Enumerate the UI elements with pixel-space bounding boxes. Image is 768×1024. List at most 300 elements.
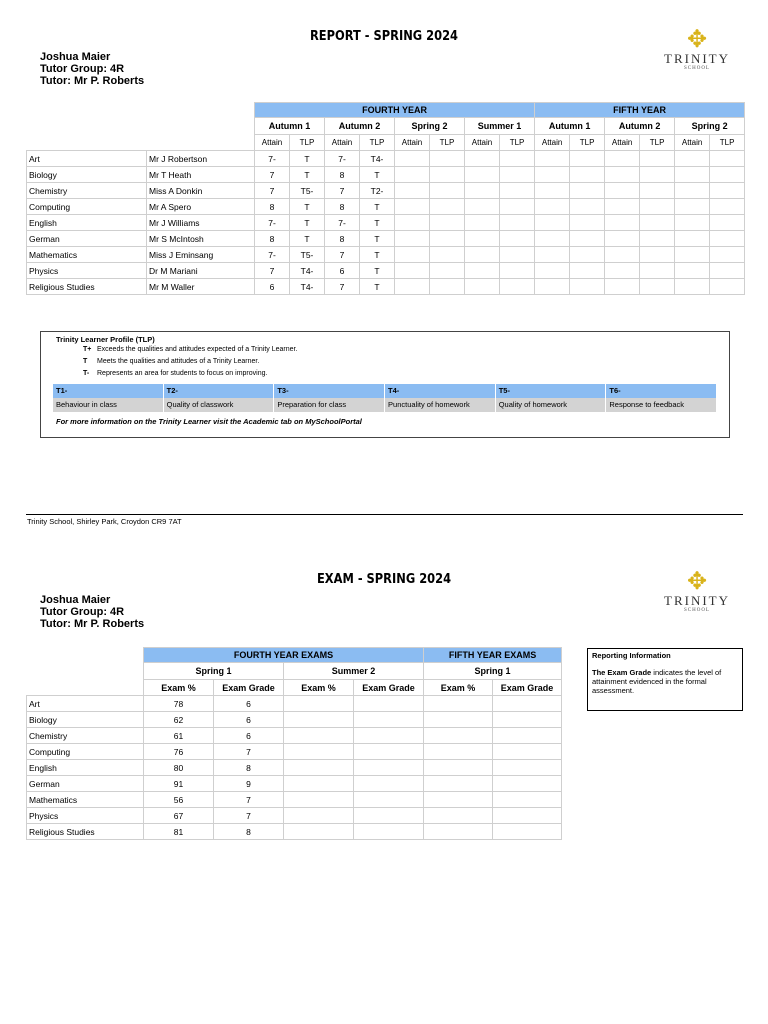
empty-cell (465, 247, 500, 263)
logo-name: TRINITY (664, 593, 730, 608)
empty-cell (395, 231, 430, 247)
logo-sub: SCHOOL (683, 66, 710, 71)
exam-pct-cell: 91 (144, 776, 214, 792)
tlp-header: TLP (290, 135, 325, 151)
tlp-code-desc: Punctuality of homework (385, 398, 496, 412)
attain-cell: 7- (255, 247, 290, 263)
empty-cell (710, 151, 745, 167)
empty-cell (430, 183, 465, 199)
exam-term-header: Spring 1 (424, 663, 562, 680)
empty-cell (430, 231, 465, 247)
empty-cell (640, 247, 675, 263)
tlp-cell: T (290, 231, 325, 247)
tlp-cell: T (360, 279, 395, 295)
report-row (27, 215, 745, 231)
attain-cell: 7 (255, 263, 290, 279)
empty-cell (675, 167, 710, 183)
tutor-group: Tutor Group: 4R (40, 606, 125, 618)
empty-cell (535, 247, 570, 263)
attain-cell: 8 (325, 231, 360, 247)
term-header: Autumn 1 (535, 118, 605, 135)
report-row (27, 231, 745, 247)
student-name: Joshua Maier (40, 594, 111, 606)
report-table (26, 102, 745, 295)
teacher-name: Mr J Williams (147, 215, 255, 231)
term-header: Autumn 1 (255, 118, 325, 135)
empty-cell (535, 199, 570, 215)
exam-pct-cell: 78 (144, 696, 214, 712)
subject-name: Computing (27, 744, 144, 760)
report-row (27, 151, 745, 167)
attain-header: Attain (605, 135, 640, 151)
exam-grade-cell: 7 (214, 808, 284, 824)
attain-cell: 7- (255, 151, 290, 167)
teacher-name: Miss J Eminsang (147, 247, 255, 263)
attain-header: Attain (325, 135, 360, 151)
tlp-cell: T (290, 199, 325, 215)
subject-name: English (27, 215, 147, 231)
tlp-level-desc: Exceeds the qualities and attitudes expected of a Trinity Learner. (97, 346, 298, 353)
empty-cell (430, 215, 465, 231)
attain-cell: 8 (325, 199, 360, 215)
term-header: Summer 1 (465, 118, 535, 135)
empty-cell (605, 151, 640, 167)
exam-pct-header: Exam % (424, 680, 493, 696)
tlp-level-code: T+ (83, 346, 92, 353)
empty-cell (424, 792, 493, 808)
empty-cell (430, 151, 465, 167)
empty-cell (354, 712, 424, 728)
empty-cell (500, 183, 535, 199)
tlp-code-desc: Quality of classwork (164, 398, 275, 412)
empty-cell (493, 792, 562, 808)
exam-pct-cell: 56 (144, 792, 214, 808)
empty-cell (430, 199, 465, 215)
subject-name: Computing (27, 199, 147, 215)
empty-cell (424, 824, 493, 840)
attain-cell: 7- (255, 215, 290, 231)
empty-cell (605, 263, 640, 279)
empty-cell (284, 760, 354, 776)
empty-cell (570, 279, 605, 295)
empty-cell (640, 231, 675, 247)
exam-grade-cell: 8 (214, 824, 284, 840)
empty-cell (465, 167, 500, 183)
exam-row (27, 744, 562, 760)
attain-cell: 7- (325, 215, 360, 231)
empty-cell (500, 167, 535, 183)
empty-cell (424, 728, 493, 744)
empty-cell (493, 808, 562, 824)
reporting-info-lead: The Exam Grade (592, 668, 652, 677)
tlp-cell: T5- (290, 183, 325, 199)
empty-cell (395, 215, 430, 231)
empty-cell (424, 696, 493, 712)
empty-cell (675, 247, 710, 263)
empty-cell (493, 776, 562, 792)
tlp-cell: T4- (290, 263, 325, 279)
tlp-level (83, 358, 259, 365)
exam-row (27, 792, 562, 808)
attain-header: Attain (535, 135, 570, 151)
attain-cell: 6 (255, 279, 290, 295)
empty-cell (605, 183, 640, 199)
attain-cell: 8 (255, 199, 290, 215)
empty-cell (465, 263, 500, 279)
teacher-name: Miss A Donkin (147, 183, 255, 199)
empty-cell (424, 776, 493, 792)
tlp-code: T3- (274, 384, 385, 398)
tlp-code-desc: Quality of homework (496, 398, 607, 412)
empty-cell (284, 824, 354, 840)
empty-cell (710, 183, 745, 199)
empty-cell (395, 247, 430, 263)
empty-cell (675, 199, 710, 215)
tlp-code: T1- (53, 384, 164, 398)
tlp-level-code: T- (83, 370, 90, 377)
empty-cell (354, 792, 424, 808)
empty-cell (570, 151, 605, 167)
empty-cell (354, 808, 424, 824)
exam-grade-header: Exam Grade (214, 680, 284, 696)
empty-cell (493, 696, 562, 712)
tlp-code: T5- (496, 384, 607, 398)
empty-cell (640, 183, 675, 199)
empty-cell (465, 199, 500, 215)
exam-pct-header: Exam % (144, 680, 214, 696)
empty-cell (424, 712, 493, 728)
exam-pct-cell: 80 (144, 760, 214, 776)
empty-cell (605, 279, 640, 295)
empty-cell (570, 183, 605, 199)
tlp-cell: T4- (290, 279, 325, 295)
exam-grade-cell: 9 (214, 776, 284, 792)
subject-name: Art (27, 696, 144, 712)
exam-term-header: Summer 2 (284, 663, 424, 680)
empty-cell (710, 279, 745, 295)
attain-cell: 7 (325, 183, 360, 199)
term-header: Spring 2 (395, 118, 465, 135)
exam-pct-cell: 61 (144, 728, 214, 744)
empty-cell (500, 247, 535, 263)
exam-row (27, 760, 562, 776)
report-title: REPORT - SPRING 2024 (309, 29, 459, 44)
empty-cell (675, 231, 710, 247)
empty-cell (535, 215, 570, 231)
empty-cell (640, 263, 675, 279)
empty-cell (395, 167, 430, 183)
empty-cell (354, 776, 424, 792)
empty-cell (535, 151, 570, 167)
empty-cell (535, 183, 570, 199)
empty-cell (710, 231, 745, 247)
empty-cell (675, 215, 710, 231)
empty-cell (605, 167, 640, 183)
empty-cell (424, 808, 493, 824)
empty-cell (500, 263, 535, 279)
attain-header: Attain (395, 135, 430, 151)
subject-name: German (27, 776, 144, 792)
empty-cell (500, 231, 535, 247)
empty-cell (284, 728, 354, 744)
term-header: Autumn 2 (605, 118, 675, 135)
empty-cell (395, 199, 430, 215)
exam-row (27, 728, 562, 744)
report-row (27, 167, 745, 183)
empty-cell (570, 215, 605, 231)
empty-cell (710, 167, 745, 183)
empty-cell (570, 199, 605, 215)
empty-cell (465, 215, 500, 231)
subject-name: German (27, 231, 147, 247)
tlp-level-desc: Meets the qualities and attitudes of a Trinity Learner. (97, 358, 260, 365)
tlp-level-desc: Represents an area for students to focus on improving. (97, 370, 268, 377)
empty-cell (395, 151, 430, 167)
tlp-level (83, 370, 267, 377)
exam-student-info (40, 594, 144, 630)
empty-cell (640, 151, 675, 167)
subject-name: Biology (27, 712, 144, 728)
empty-cell (493, 824, 562, 840)
subject-name: Chemistry (27, 183, 147, 199)
empty-cell (570, 263, 605, 279)
subject-name: Mathematics (27, 792, 144, 808)
empty-cell (570, 231, 605, 247)
empty-cell (284, 808, 354, 824)
empty-cell (284, 776, 354, 792)
tlp-cell: T4- (360, 151, 395, 167)
empty-cell (430, 263, 465, 279)
empty-cell (284, 712, 354, 728)
empty-cell (640, 215, 675, 231)
tlp-note: For more information on the Trinity Learner visit the Academic tab on MySchoolPortal (56, 417, 362, 426)
teacher-name: Mr T Heath (147, 167, 255, 183)
tlp-title: Trinity Learner Profile (TLP) (56, 335, 155, 344)
exam-row (27, 824, 562, 840)
empty-cell (284, 744, 354, 760)
empty-cell (395, 263, 430, 279)
tlp-header: TLP (500, 135, 535, 151)
empty-cell (500, 151, 535, 167)
tlp-cell: T (360, 167, 395, 183)
empty-cell (465, 151, 500, 167)
empty-cell (500, 279, 535, 295)
subject-name: Chemistry (27, 728, 144, 744)
teacher-name: Mr A Spero (147, 199, 255, 215)
exam-row (27, 696, 562, 712)
exam-grade-cell: 6 (214, 712, 284, 728)
empty-cell (493, 744, 562, 760)
exam-pct-cell: 67 (144, 808, 214, 824)
attain-cell: 7 (255, 167, 290, 183)
school-logo (657, 570, 737, 614)
tlp-cell: T (360, 263, 395, 279)
report-row (27, 183, 745, 199)
empty-cell (535, 279, 570, 295)
tlp-cell: T (360, 247, 395, 263)
exam-table (26, 647, 562, 840)
teacher-name: Dr M Mariani (147, 263, 255, 279)
empty-cell (570, 167, 605, 183)
trinity-crest-icon: ✥ (686, 568, 708, 595)
empty-cell (535, 167, 570, 183)
attain-cell: 7 (255, 183, 290, 199)
tlp-header: TLP (640, 135, 675, 151)
empty-cell (465, 231, 500, 247)
empty-cell (493, 760, 562, 776)
tutor-name: Tutor: Mr P. Roberts (40, 75, 145, 87)
empty-cell (284, 792, 354, 808)
teacher-name: Mr J Robertson (147, 151, 255, 167)
tlp-code-desc: Behaviour in class (53, 398, 164, 412)
student-name: Joshua Maier (40, 51, 111, 63)
tlp-header: TLP (570, 135, 605, 151)
page-divider (26, 514, 743, 515)
subject-name: Mathematics (27, 247, 147, 263)
empty-cell (605, 231, 640, 247)
exam-pct-cell: 81 (144, 824, 214, 840)
logo-name: TRINITY (664, 51, 730, 66)
report-row (27, 247, 745, 263)
empty-cell (424, 760, 493, 776)
school-logo (657, 28, 737, 72)
term-header: Autumn 2 (325, 118, 395, 135)
empty-cell (430, 279, 465, 295)
empty-cell (424, 744, 493, 760)
attain-cell: 8 (325, 167, 360, 183)
exam-pct-header: Exam % (284, 680, 354, 696)
subject-name: English (27, 760, 144, 776)
exam-grade-header: Exam Grade (493, 680, 562, 696)
report-row (27, 263, 745, 279)
exam-grade-cell: 7 (214, 744, 284, 760)
exam-term-header: Spring 1 (144, 663, 284, 680)
student-info (40, 51, 144, 87)
empty-cell (710, 215, 745, 231)
exam-row (27, 712, 562, 728)
reporting-info-box (587, 648, 743, 711)
attain-header: Attain (675, 135, 710, 151)
empty-cell (500, 215, 535, 231)
tlp-header: TLP (430, 135, 465, 151)
logo-sub: SCHOOL (683, 608, 710, 613)
empty-cell (605, 199, 640, 215)
subject-name: Biology (27, 167, 147, 183)
exam-grade-cell: 6 (214, 696, 284, 712)
empty-cell (354, 824, 424, 840)
reporting-info-body: indicates the level of attainment evidenced in the formal assessment. (592, 668, 722, 695)
subject-name: Physics (27, 808, 144, 824)
teacher-name: Mr S McIntosh (147, 231, 255, 247)
attain-cell: 8 (255, 231, 290, 247)
empty-cell (640, 199, 675, 215)
exam-year-header-fourth: FOURTH YEAR EXAMS (144, 648, 424, 663)
tlp-code: T4- (385, 384, 496, 398)
empty-cell (500, 199, 535, 215)
empty-cell (354, 760, 424, 776)
attain-cell: 7- (325, 151, 360, 167)
attain-cell: 6 (325, 263, 360, 279)
tlp-level-code: T (83, 358, 88, 365)
exam-grade-cell: 8 (214, 760, 284, 776)
exam-row (27, 776, 562, 792)
empty-cell (535, 263, 570, 279)
tlp-header: TLP (710, 135, 745, 151)
empty-cell (430, 167, 465, 183)
tlp-code: T2- (164, 384, 275, 398)
empty-cell (284, 696, 354, 712)
attain-header: Attain (255, 135, 290, 151)
attain-header: Attain (465, 135, 500, 151)
subject-name: Religious Studies (27, 279, 147, 295)
subject-name: Physics (27, 263, 147, 279)
exam-pct-cell: 62 (144, 712, 214, 728)
empty-cell (710, 199, 745, 215)
tlp-cell: T (290, 167, 325, 183)
exam-grade-header: Exam Grade (354, 680, 424, 696)
empty-cell (535, 231, 570, 247)
report-row (27, 279, 745, 295)
tlp-cell: T2- (360, 183, 395, 199)
tlp-code-desc: Response to feedback (606, 398, 717, 412)
reporting-info-title: Reporting Information (592, 651, 671, 660)
empty-cell (493, 728, 562, 744)
empty-cell (465, 279, 500, 295)
empty-cell (675, 263, 710, 279)
year-header-fourth: FOURTH YEAR (255, 103, 535, 118)
tutor-group: Tutor Group: 4R (40, 63, 125, 75)
empty-cell (430, 247, 465, 263)
tlp-header: TLP (360, 135, 395, 151)
empty-cell (675, 279, 710, 295)
exam-row (27, 808, 562, 824)
exam-year-header-fifth: FIFTH YEAR EXAMS (424, 648, 562, 663)
tlp-level (83, 346, 297, 353)
attain-cell: 7 (325, 279, 360, 295)
empty-cell (605, 247, 640, 263)
reporting-info-text (592, 668, 740, 695)
empty-cell (675, 183, 710, 199)
empty-cell (354, 744, 424, 760)
empty-cell (354, 696, 424, 712)
empty-cell (675, 151, 710, 167)
tlp-cell: T (290, 215, 325, 231)
exam-pct-cell: 76 (144, 744, 214, 760)
empty-cell (570, 247, 605, 263)
term-header: Spring 2 (675, 118, 745, 135)
exam-title: EXAM - SPRING 2024 (316, 572, 452, 587)
year-header-fifth: FIFTH YEAR (535, 103, 745, 118)
tlp-code-desc: Preparation for class (274, 398, 385, 412)
empty-cell (605, 215, 640, 231)
subject-name: Religious Studies (27, 824, 144, 840)
empty-cell (640, 279, 675, 295)
tlp-cell: T (360, 215, 395, 231)
trinity-crest-icon: ✥ (686, 26, 708, 53)
tlp-legend-box (40, 331, 730, 438)
empty-cell (493, 712, 562, 728)
tlp-cell: T (290, 151, 325, 167)
tlp-code-table (53, 384, 717, 412)
report-row (27, 199, 745, 215)
subject-name: Art (27, 151, 147, 167)
attain-cell: 7 (325, 247, 360, 263)
tlp-cell: T (360, 199, 395, 215)
empty-cell (465, 183, 500, 199)
empty-cell (395, 183, 430, 199)
tlp-cell: T (360, 231, 395, 247)
empty-cell (354, 728, 424, 744)
